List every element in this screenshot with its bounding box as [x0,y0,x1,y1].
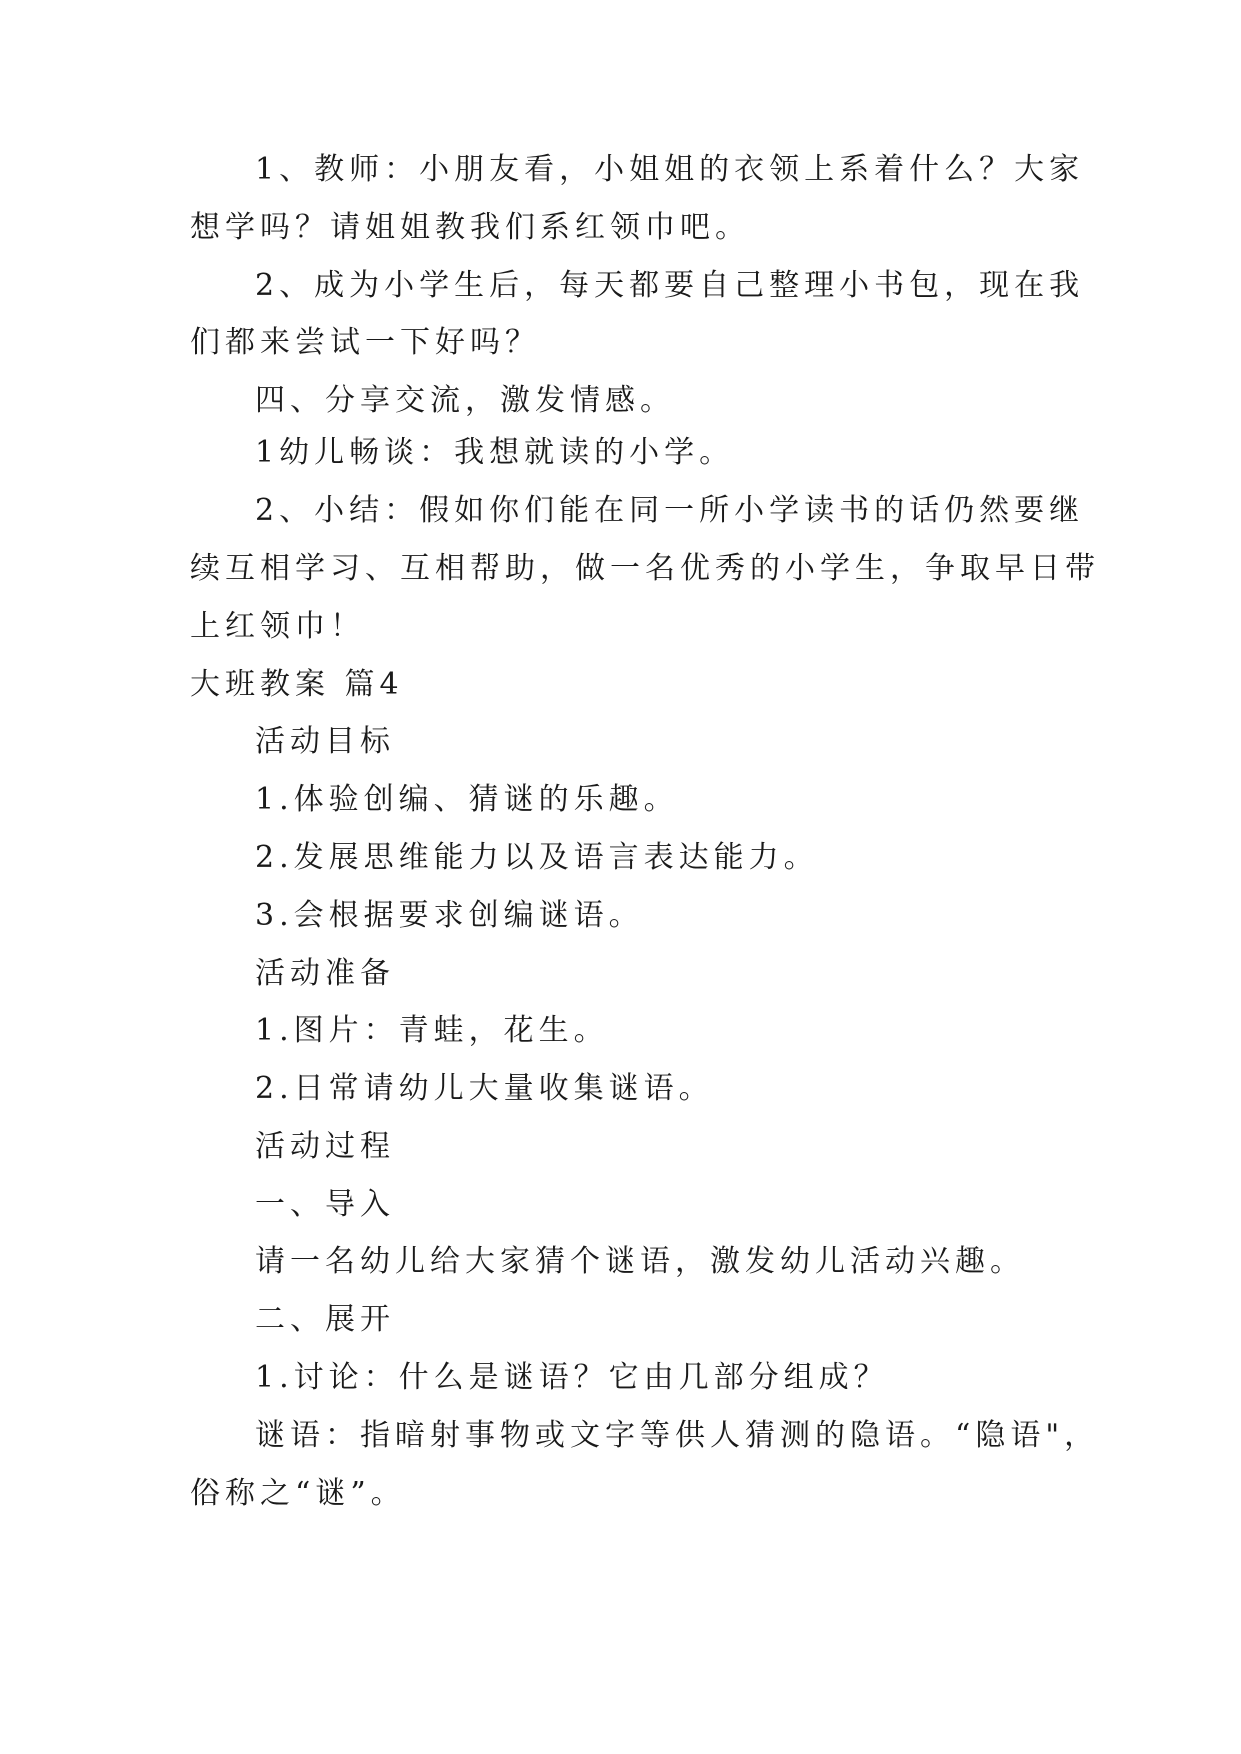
list-item: 2.日常请幼儿大量收集谜语。 [255,1071,714,1106]
section-heading: 四、分享交流，激发情感。 [255,383,675,418]
paragraph-line: 续互相学习、互相帮助，做一名优秀的小学生，争取早日带 [190,551,1100,586]
paragraph-line: 2、成为小学生后，每天都要自己整理小书包，现在我 [255,268,1085,303]
paragraph-line: 俗称之“谜”。 [190,1476,406,1511]
list-item: 1.体验创编、猜谜的乐趣。 [255,782,679,817]
section-heading: 二、展开 [255,1302,395,1337]
list-item: 3.会根据要求创编谜语。 [255,898,644,933]
paragraph-line: 们都来尝试一下好吗？ [190,325,540,360]
paragraph-line: 1幼儿畅谈：我想就读的小学。 [255,435,735,470]
section-heading: 活动过程 [255,1129,395,1164]
paragraph-line: 2、小结：假如你们能在同一所小学读书的话仍然要继 [255,493,1085,528]
section-heading: 活动目标 [255,724,395,759]
list-item: 1.讨论：什么是谜语？它由几部分组成？ [255,1360,889,1395]
paragraph-line: 谜语：指暗射事物或文字等供人猜测的隐语。“隐语"， [255,1418,1100,1453]
paragraph-line: 上红领巾！ [190,609,365,644]
paragraph-line: 请一名幼儿给大家猜个谜语，激发幼儿活动兴趣。 [255,1244,1025,1279]
section-heading: 一、导入 [255,1187,395,1222]
list-item: 2.发展思维能力以及语言表达能力。 [255,840,819,875]
paragraph-line: 想学吗？请姐姐教我们系红领巾吧。 [190,210,750,245]
list-item: 1.图片：青蛙，花生。 [255,1013,609,1048]
section-heading: 活动准备 [255,956,395,991]
page-title: 大班教案 篇4 [190,667,404,702]
paragraph-line: 1、教师：小朋友看，小姐姐的衣领上系着什么？大家 [255,152,1085,187]
